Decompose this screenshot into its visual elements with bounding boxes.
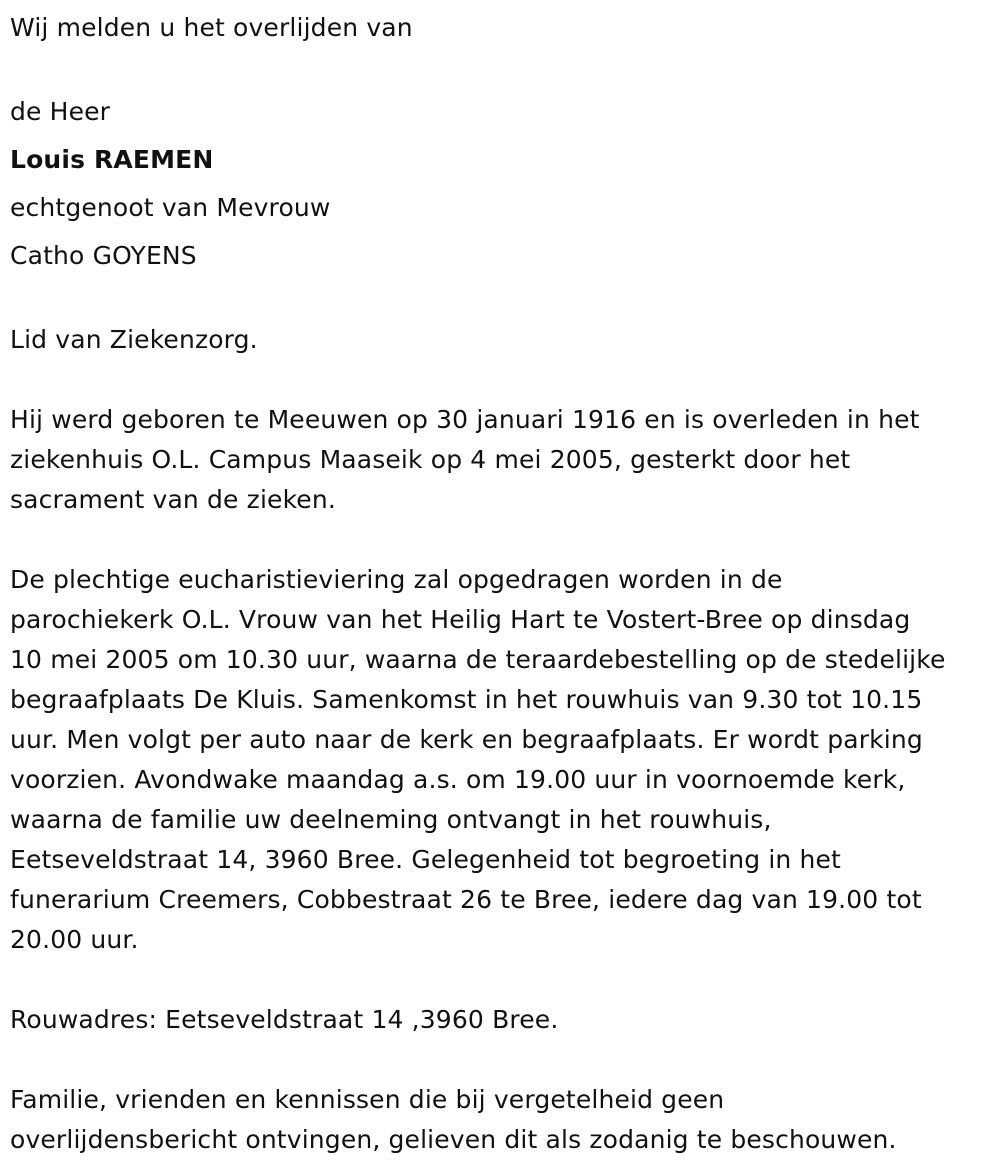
deceased-name: Louis RAEMEN [10, 145, 214, 174]
spacer [10, 1040, 995, 1080]
spacer [10, 960, 995, 1000]
paragraph-line: Hij werd geboren te Meeuwen op 30 januari 1916 en is overleden in het [10, 405, 920, 434]
paragraph-line: voorzien. Avondwake maandag a.s. om 19.00 uur in voornoemde kerk, [10, 765, 906, 794]
spouse-name: Catho GOYENS [10, 241, 197, 270]
paragraph-line: Eetseveldstraat 14, 3960 Bree. Gelegenheid tot begroeting in het [10, 845, 841, 874]
ceremony-paragraph [10, 560, 995, 960]
paragraph-line: sacrament van de zieken. [10, 485, 336, 514]
death-notice [10, 8, 995, 1160]
membership-text: Lid van Ziekenzorg. [10, 325, 258, 354]
paragraph-line: overlijdensbericht ontvingen, gelieven dit als zodanig te beschouwen. [10, 1125, 897, 1154]
paragraph-line: begraafplaats De Kluis. Samenkomst in het rouwhuis van 9.30 tot 10.15 [10, 685, 923, 714]
closing-paragraph [10, 1080, 995, 1160]
paragraph-line: waarna de familie uw deelneming ontvangt in het rouwhuis, [10, 805, 772, 834]
spouse-intro: echtgenoot van Mevrouw [10, 193, 331, 222]
spacer [10, 280, 995, 320]
paragraph-line: 10 mei 2005 om 10.30 uur, waarna de teraardebestelling op de stedelijke [10, 645, 946, 674]
intro-text: Wij melden u het overlijden van [10, 13, 413, 42]
paragraph-line: uur. Men volgt per auto naar de kerk en begraafplaats. Er wordt parking [10, 725, 923, 754]
spacer [10, 360, 995, 400]
mourning-address: Rouwadres: Eetseveldstraat 14 ,3960 Bree. [10, 1005, 559, 1034]
paragraph-line: funerarium Creemers, Cobbestraat 26 te Bree, iedere dag van 19.00 tot [10, 885, 922, 914]
spacer [10, 520, 995, 560]
paragraph-line: Familie, vrienden en kennissen die bij vergetelheid geen [10, 1085, 725, 1114]
title-prefix: de Heer [10, 97, 111, 126]
paragraph-line: parochiekerk O.L. Vrouw van het Heilig Hart te Vostert-Bree op dinsdag [10, 605, 911, 634]
paragraph-line: ziekenhuis O.L. Campus Maaseik op 4 mei 2005, gesterkt door het [10, 445, 851, 474]
paragraph-line: 20.00 uur. [10, 925, 139, 954]
birth-paragraph [10, 400, 995, 520]
paragraph-line: De plechtige eucharistieviering zal opgedragen worden in de [10, 565, 783, 594]
spacer [10, 48, 995, 88]
